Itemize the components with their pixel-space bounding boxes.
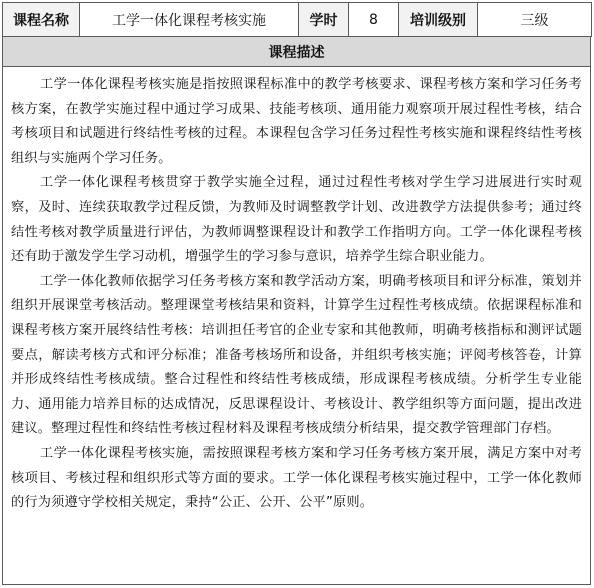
training-level-value: 三级 [478,3,592,37]
description-paragraph: 工学一体化教师依据学习任务考核方案和教学活动方案，明确考核项目和评分标准，策划并组织开展课堂考核活动。整理课堂考核结果和资料，计算学生过程性考核成绩。依据课程标准和课程考核方案开展终结性考核：培训担任考官的企业专家和其他教师，明确考核指标和测评试题要点，解读考核方式和评分标准；准备考核场所和设备，并组织考核实施；评阅考核答卷，计算并形成终结性考核成绩。整合过程性和终结性考核成绩，形成课程考核成绩。分析学生专业能力、通用能力培养目标的达成情况，反思课程设计、考核设计、教学组织等方面问题，提出改进建议。整理过程性和终结性考核过程材料及课程考核成绩分析结果，提交教学管理部门存档。 [11,273,582,437]
hours-value: 8 [349,3,399,37]
description-paragraph: 工学一体化课程考核贯穿于教学实施全过程，通过过程性考核对学生学习进展进行实时观察，及时、连续获取教学过程反馈，为教师及时调整教学计划、改进教学方法提供参考；通过终结性考核对教学质量进行评估，为教师调整课程设计和教学工作指明方向。工学一体化课程考核还有助于激发学生学习动机，增强学生的学习参与意识，培养学生综合职业能力。 [11,175,582,265]
description-paragraph: 工学一体化课程考核实施是指按照课程标准中的教学考核要求、课程考核方案和学习任务考核方案，在教学实施过程中通过学习成果、技能考核项、通用能力观察项开展过程性考核，结合考核项目和试题进行终结性考核的过程。本课程包含学习任务过程性考核实施和课程终结性考核组织与实施两个学习任务。 [11,77,582,166]
course-info-row [3,3,592,37]
description-paragraph: 工学一体化课程考核实施，需按照课程考核方案和学习任务考核方案开展，满足方案中对考核项目、考核过程和组织形式等方面的要求。工学一体化课程考核实施过程中，工学一体化教师的行为须遵守学校相关规定，秉持“公正、公开、公平”原则。 [11,445,582,511]
hours-label: 学时 [299,3,349,37]
course-name-value: 工学一体化课程考核实施 [80,3,299,37]
training-level-label: 培训级别 [399,3,478,37]
course-info-table [2,2,592,37]
course-sheet [2,2,591,585]
description-body [2,67,591,585]
description-heading: 课程描述 [2,37,591,67]
course-name-label: 课程名称 [3,3,80,37]
